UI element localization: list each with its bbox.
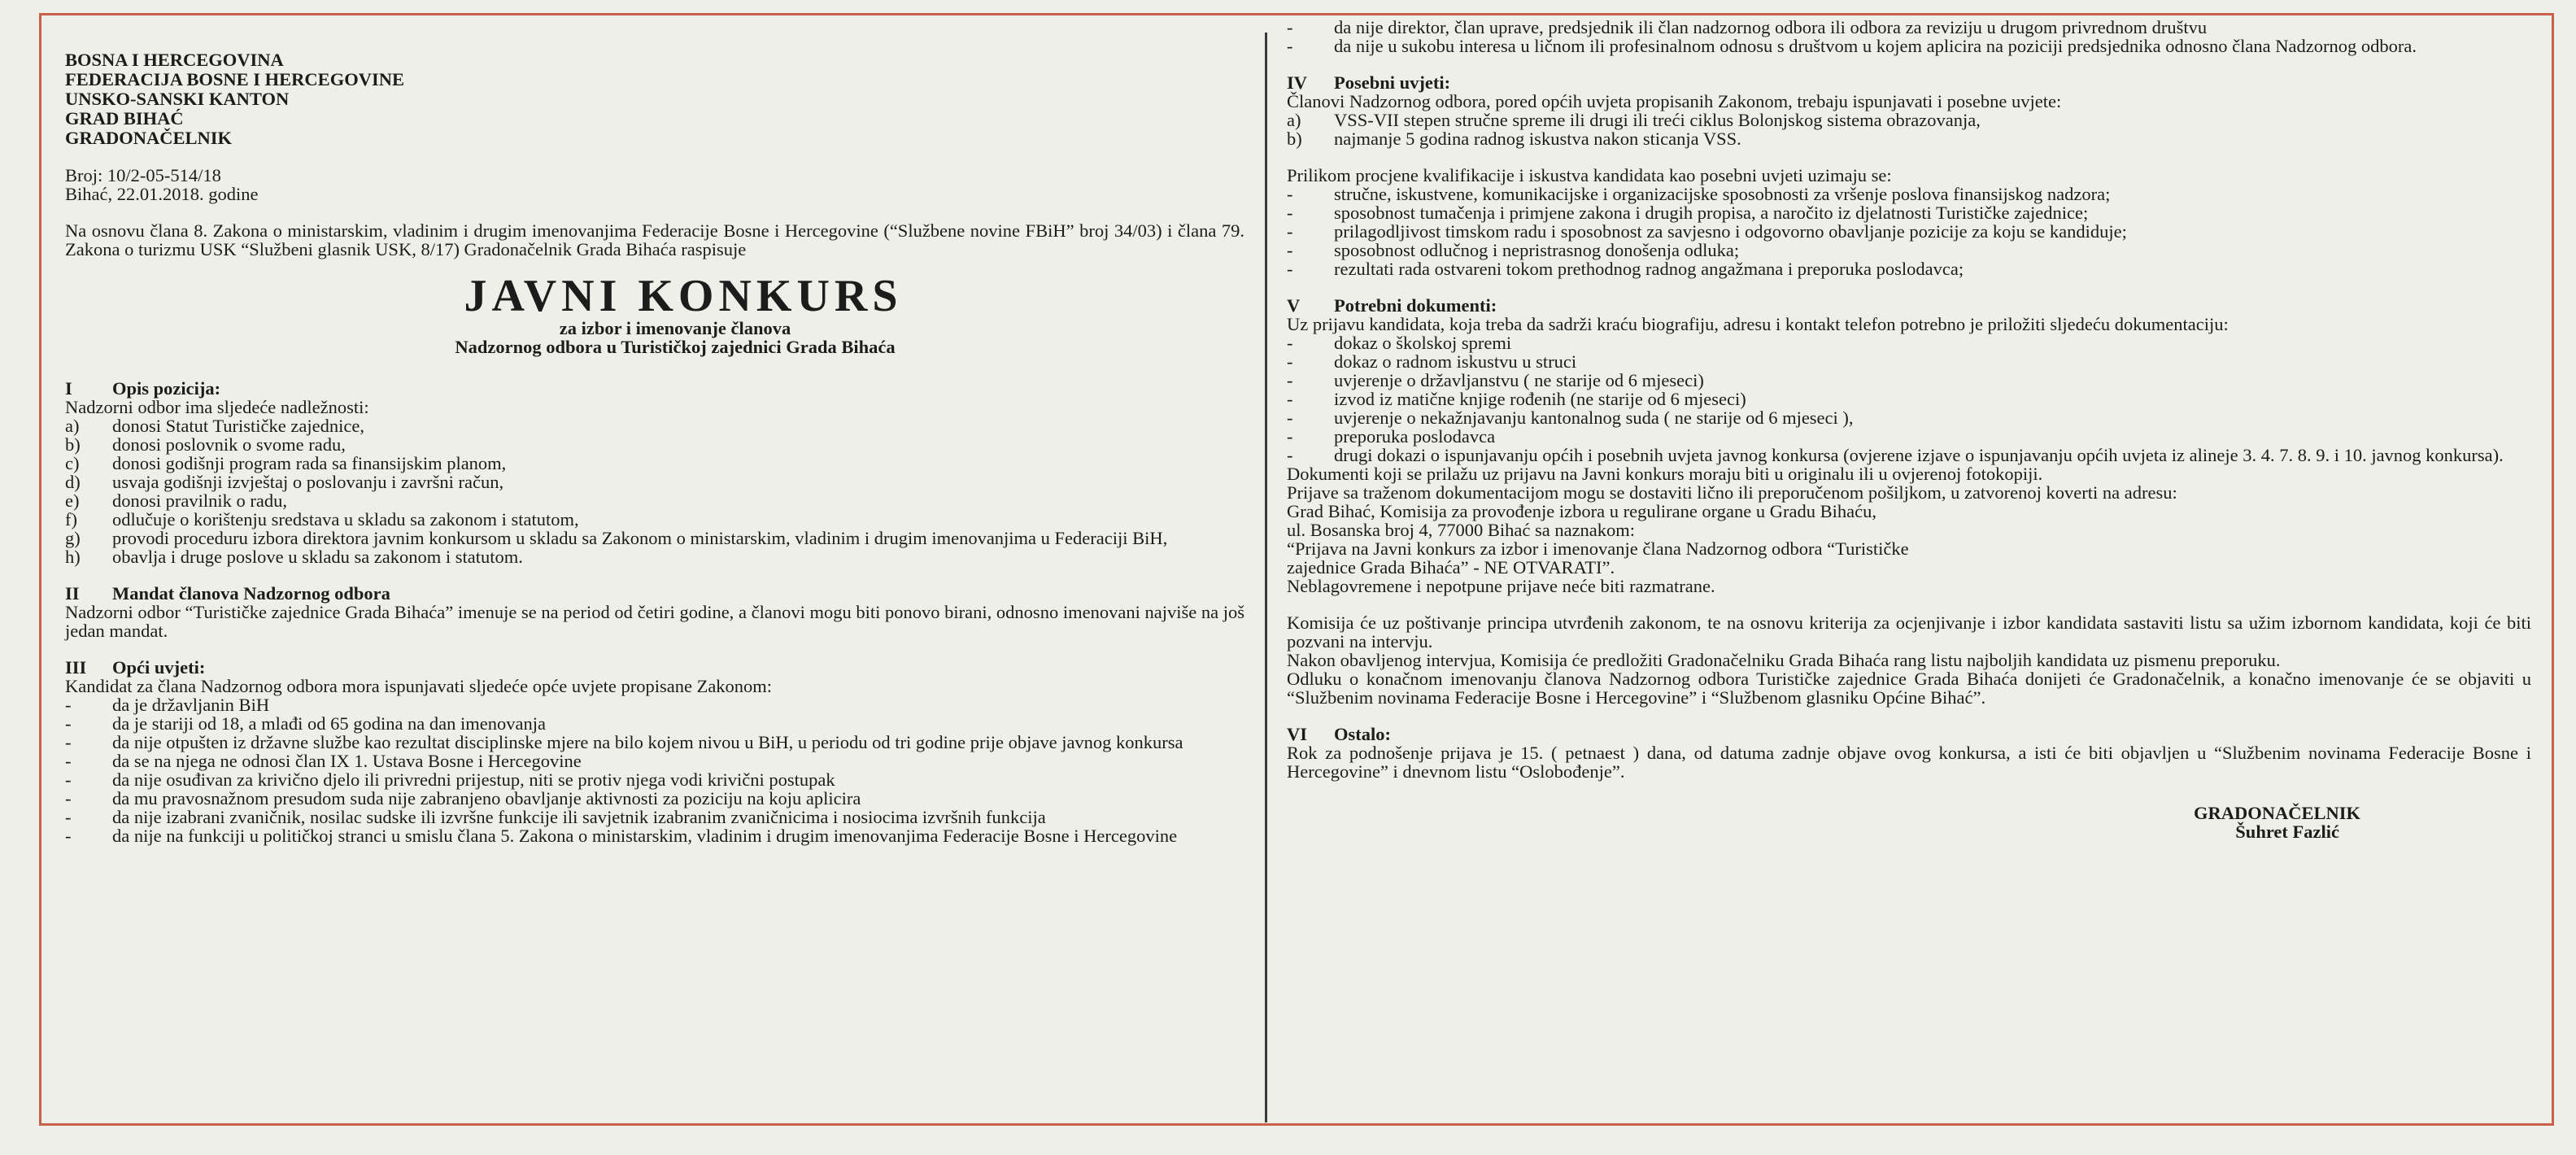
list-item — [1287, 37, 2531, 55]
item-marker: - — [65, 695, 72, 715]
item-text: najmanje 5 godina radnog iskustva nakon sticanja VSS. — [1334, 129, 1741, 149]
item-text: uvjerenje o državljanstvu ( ne starije od 6 mjeseci) — [1334, 370, 1704, 390]
document-date: Bihać, 22.01.2018. godine — [65, 184, 259, 204]
item-text: izvod iz matične knjige rođenih (ne starije od 6 mjeseci) — [1334, 389, 1746, 409]
section-number: V — [1287, 295, 1301, 316]
section-number: II — [65, 583, 80, 604]
header-line: UNSKO-SANSKI KANTON — [65, 89, 290, 109]
list-item — [1287, 259, 2531, 278]
item-text: usvaja godišnji izvještaj o poslovanju i završni račun, — [112, 472, 504, 492]
list-item — [65, 752, 1244, 770]
commission-paragraph: Komisija će uz poštivanje principa utvrđenih zakonom, te na osnovu kriterija za ocjenjivanje i izbor kandidata sastaviti listu sa užim izbornom kandidata, koji će biti pozvani na intervju. — [1287, 612, 2531, 652]
commission-paragraph: Odluku o konačnom imenovanju članova Nadzornog odbora Turističke zajednice Grada Bihaća donijeti će Gradonačelnik, a konačno imenovanje će se objaviti u “Službenim novinama Federacije Bosne i Hercegovine” i “Službenom glasniku Općine Bihać”. — [1287, 669, 2531, 708]
section-lead: Kandidat za člana Nadzornog odbora mora ispunjavati sljedeće opće uvjete propisane Zakonom: — [65, 676, 773, 696]
issuer-header — [65, 50, 1244, 148]
section-heading — [65, 584, 1244, 603]
column-divider — [1265, 33, 1267, 1122]
list-item — [65, 770, 1244, 789]
item-text: sposobnost odlučnog i nepristrasnog donošenja odluka; — [1334, 240, 1740, 260]
section-title: Mandat članova Nadzornog odbora — [112, 583, 390, 604]
list-item — [65, 789, 1244, 808]
item-text: provodi proceduru izbora direktora javnim konkursom u skladu sa Zakonom o ministarskim, vladinim i drugim imenovanjima u Federaciji BiH, — [112, 528, 1168, 548]
item-marker: - — [1287, 408, 1293, 428]
item-text: dokaz o školskoj spremi — [1334, 333, 1512, 353]
subtitle-line: za izbor i imenovanje članova — [559, 318, 791, 338]
item-marker: - — [1287, 203, 1293, 223]
item-text: prilagodljivost timskom radu i sposobnost za savjesno i odgovorno obavljanje pozicije za koju se kandiduje; — [1334, 221, 2127, 242]
list-item — [65, 529, 1244, 547]
item-marker: e) — [65, 490, 80, 511]
item-marker: - — [1287, 445, 1293, 465]
item-text: da je stariji od 18, a mlađi od 65 godina na dan imenovanja — [112, 713, 546, 734]
item-marker: a) — [65, 416, 80, 436]
address-line: ul. Bosanska broj 4, 77000 Bihać sa naznakom: — [1287, 520, 1636, 540]
item-marker: - — [1287, 259, 1293, 279]
list-item — [65, 695, 1244, 714]
item-text: donosi poslovnik o svome radu, — [112, 434, 346, 455]
section-title: Ostalo: — [1334, 724, 1391, 744]
header-line: GRADONAČELNIK — [65, 128, 233, 148]
list-item — [65, 473, 1244, 491]
section-number: III — [65, 657, 87, 678]
section-text: Nadzorni odbor “Turističke zajednice Grada Bihaća” imenuje se na period od četiri godine, a članovi mogu biti ponovo birani, odnosno imenovani najviše na još jedan mandat. — [65, 602, 1244, 641]
item-text: donosi Statut Turističke zajednice, — [112, 416, 364, 436]
item-text: da se na njega ne odnosi član IX 1. Ustava Bosne i Hercegovine — [112, 751, 582, 771]
item-text: rezultati rada ostvareni tokom prethodnog radnog angažmana i preporuka poslodavca; — [1334, 259, 1964, 279]
address-line: Grad Bihać, Komisija za provođenje izbora u regulirane organe u Gradu Bihaću, — [1287, 501, 1876, 521]
list-item — [1287, 446, 2531, 464]
list-item — [1287, 333, 2531, 352]
document-number: Broj: 10/2-05-514/18 — [65, 165, 221, 185]
right-column — [1287, 18, 2531, 841]
item-marker: a) — [1287, 110, 1301, 130]
list-item — [1287, 111, 2531, 129]
list-item — [1287, 185, 2531, 203]
item-marker: - — [1287, 240, 1293, 260]
item-text: stručne, iskustvene, komunikacijske i organizacijske sposobnosti za vršenje poslova finansijskog nadzora; — [1334, 184, 2111, 204]
item-marker: - — [1287, 36, 1293, 56]
item-marker: - — [1287, 370, 1293, 390]
list-item — [65, 416, 1244, 435]
list-item — [1287, 241, 2531, 259]
subtitle-line: Nadzornog odbora u Turističkoj zajednici Grada Bihaća — [455, 337, 896, 357]
list-item — [65, 826, 1244, 845]
signature-name: Šuhret Fazlić — [2235, 822, 2339, 842]
section-heading — [1287, 296, 2531, 315]
item-marker: - — [65, 826, 72, 846]
section-title: Potrebni dokumenti: — [1334, 295, 1497, 316]
list-item — [1287, 408, 2531, 427]
submission-note: Prijave sa traženom dokumentacijom mogu se dostaviti lično ili preporučenom pošiljkom, u zatvorenoj koverti na adresu: — [1287, 482, 2177, 503]
item-text: donosi godišnji program rada sa finansijskim planom, — [112, 453, 507, 473]
signature-role: GRADONAČELNIK — [2193, 803, 2360, 823]
left-column — [65, 50, 1244, 845]
section-lead: Nadzorni odbor ima sljedeće nadležnosti: — [65, 397, 369, 417]
header-line: BOSNA I HERCEGOVINA — [65, 50, 284, 70]
item-marker: h) — [65, 547, 81, 567]
section-title: Opis pozicija: — [112, 378, 221, 399]
list-item — [65, 808, 1244, 826]
section-lead: Prilikom procjene kvalifikacije i iskustva kandidata kao posebni uvjeti uzimaju se: — [1287, 165, 1892, 185]
item-marker: b) — [1287, 129, 1302, 149]
section-heading — [1287, 73, 2531, 92]
item-text: preporuka poslodavca — [1334, 426, 1496, 447]
item-marker: c) — [65, 453, 80, 473]
item-marker: - — [65, 713, 72, 734]
section-title: Posebni uvjeti: — [1334, 72, 1451, 93]
envelope-label: “Prijava na Javni konkurs za izbor i imenovanje člana Nadzornog odbora “Turističke — [1287, 538, 1909, 559]
late-applications-note: Neblagovremene i nepotpune prijave neće biti razmatrane. — [1287, 576, 1715, 596]
item-text: da mu pravosnažnom presudom suda nije zabranjeno obavljanje aktivnosti za poziciju na koju aplicira — [112, 788, 861, 808]
item-marker: g) — [65, 528, 81, 548]
item-text: da nije u sukobu interesa u ličnom ili profesinalnom odnosu s društvom u kojem aplicira na poziciji predsjednika odnosno člana Nadzornog odbora. — [1334, 36, 2417, 56]
list-item — [65, 547, 1244, 566]
item-text: da nije otpušten iz državne službe kao rezultat disciplinske mjere na bilo kojem nivou u BiH, u periodu od tri godine prije objave javnog konkursa — [112, 732, 1183, 752]
list-item — [65, 435, 1244, 454]
list-item — [65, 733, 1244, 752]
list-item — [65, 510, 1244, 529]
section-heading — [65, 658, 1244, 677]
page-title: JAVNI KONKURS — [464, 271, 903, 321]
item-marker: - — [1287, 17, 1293, 37]
list-item — [65, 714, 1244, 733]
list-item — [65, 491, 1244, 510]
section-number: IV — [1287, 72, 1308, 93]
section-heading — [1287, 725, 2531, 743]
list-item — [1287, 352, 2531, 371]
item-text: da nije izabrani zvaničnik, nosilac sudske ili izvršne funkcije ili savjetnik izabranim zvaničnicima i nosiocima izvršnih funkcija — [112, 807, 1046, 827]
section-title: Opći uvjeti: — [112, 657, 206, 678]
commission-paragraph: Nakon obavljenog intervjua, Komisija će predložiti Gradonačelniku Grada Bihaća rang listu najboljih kandidata uz pismenu preporuku. — [1287, 650, 2281, 670]
item-marker: - — [1287, 426, 1293, 447]
list-item — [1287, 129, 2531, 148]
item-marker: - — [1287, 221, 1293, 242]
item-text: VSS-VII stepen stručne spreme ili drugi ili treći ciklus Bolonjskog sistema obrazovanja, — [1334, 110, 1981, 130]
item-marker: - — [1287, 184, 1293, 204]
list-item — [1287, 203, 2531, 222]
section-text: Rok za podnošenje prijava je 15. ( petnaest ) dana, od datuma zadnje objave ovog konkursa, a isti će biti objavljen u “Službenim novinama Federacije Bosne i Hercegovine” i dnevnom listu “Oslobođenje”. — [1287, 743, 2531, 782]
item-marker: - — [1287, 351, 1293, 372]
item-marker: f) — [65, 509, 77, 530]
item-marker: b) — [65, 434, 81, 455]
header-line: FEDERACIJA BOSNE I HERCEGOVINE — [65, 69, 404, 89]
list-item — [1287, 427, 2531, 446]
item-marker: d) — [65, 472, 81, 492]
item-text: sposobnost tumačenja i primjene zakona i drugih propisa, a naročito iz djelatnosti Turističke zajednice; — [1334, 203, 2089, 223]
item-text: dokaz o radnom iskustvu u struci — [1334, 351, 1577, 372]
envelope-label: zajednice Grada Bihaća” - NE OTVARATI”. — [1287, 557, 1615, 578]
item-marker: - — [65, 769, 72, 790]
item-text: da nije na funkciji u političkoj stranci u smislu člana 5. Zakona o ministarskim, vladinim i drugim imenovanjima Federacije Bosne i Hercegovine — [112, 826, 1178, 846]
section-number: I — [65, 378, 72, 399]
item-text: odlučuje o korištenju sredstava u skladu sa zakonom i statutom, — [112, 509, 579, 530]
list-item — [1287, 390, 2531, 408]
item-marker: - — [1287, 333, 1293, 353]
header-line: GRAD BIHAĆ — [65, 108, 184, 129]
section-lead: Članovi Nadzornog odbora, pored općih uvjeta propisanih Zakonom, trebaju ispunjavati i posebne uvjete: — [1287, 91, 2062, 111]
item-marker: - — [65, 751, 72, 771]
item-text: da nije osuđivan za krivično djelo ili privredni prijestup, niti se protiv njega vodi krivični postupak — [112, 769, 835, 790]
intro-paragraph: Na osnovu člana 8. Zakona o ministarskim, vladinim i drugim imenovanjima Federacije Bosne i Hercegovine (“Službene novine FBiH” broj 34/03) i člana 79. Zakona o turizmu USK “Službeni glasnik USK, 8/17) Gradonačelnik Grada Bihaća raspisuje — [65, 220, 1244, 259]
item-marker: - — [65, 807, 72, 827]
item-marker: - — [65, 732, 72, 752]
item-text: drugi dokazi o ispunjavanju općih i posebnih uvjeta javnog konkursa (ovjerene izjave o ispunjavanju općih uvjeta iz alineje 3. 4. 7. 8. 9. i 10. javnog konkursa). — [1334, 445, 2504, 465]
list-item — [1287, 222, 2531, 241]
item-marker: - — [1287, 389, 1293, 409]
item-text: uvjerenje o nekažnjavanju kantonalnog suda ( ne starije od 6 mjeseci ), — [1334, 408, 1854, 428]
item-text: da nije direktor, član uprave, predsjednik ili član nadzornog odbora ili odbora za reviziju u drugom privrednom društvu — [1334, 17, 2208, 37]
section-heading — [65, 379, 1244, 398]
section-lead: Uz prijavu kandidata, koja treba da sadrži kraću biografiju, adresu i kontakt telefon potrebno je priložiti sljedeću dokumentaciju: — [1287, 314, 2229, 334]
list-item — [1287, 18, 2531, 37]
documents-note: Dokumenti koji se prilažu uz prijavu na Javni konkurs moraju biti u originalu ili u ovjerenoj fotokopiji. — [1287, 464, 2043, 484]
item-text: obavlja i druge poslove u skladu sa zakonom i statutom. — [112, 547, 523, 567]
section-number: VI — [1287, 724, 1308, 744]
item-text: donosi pravilnik o radu, — [112, 490, 287, 511]
item-text: da je državljanin BiH — [112, 695, 270, 715]
list-item — [1287, 371, 2531, 390]
item-marker: - — [65, 788, 72, 808]
list-item — [65, 454, 1244, 473]
